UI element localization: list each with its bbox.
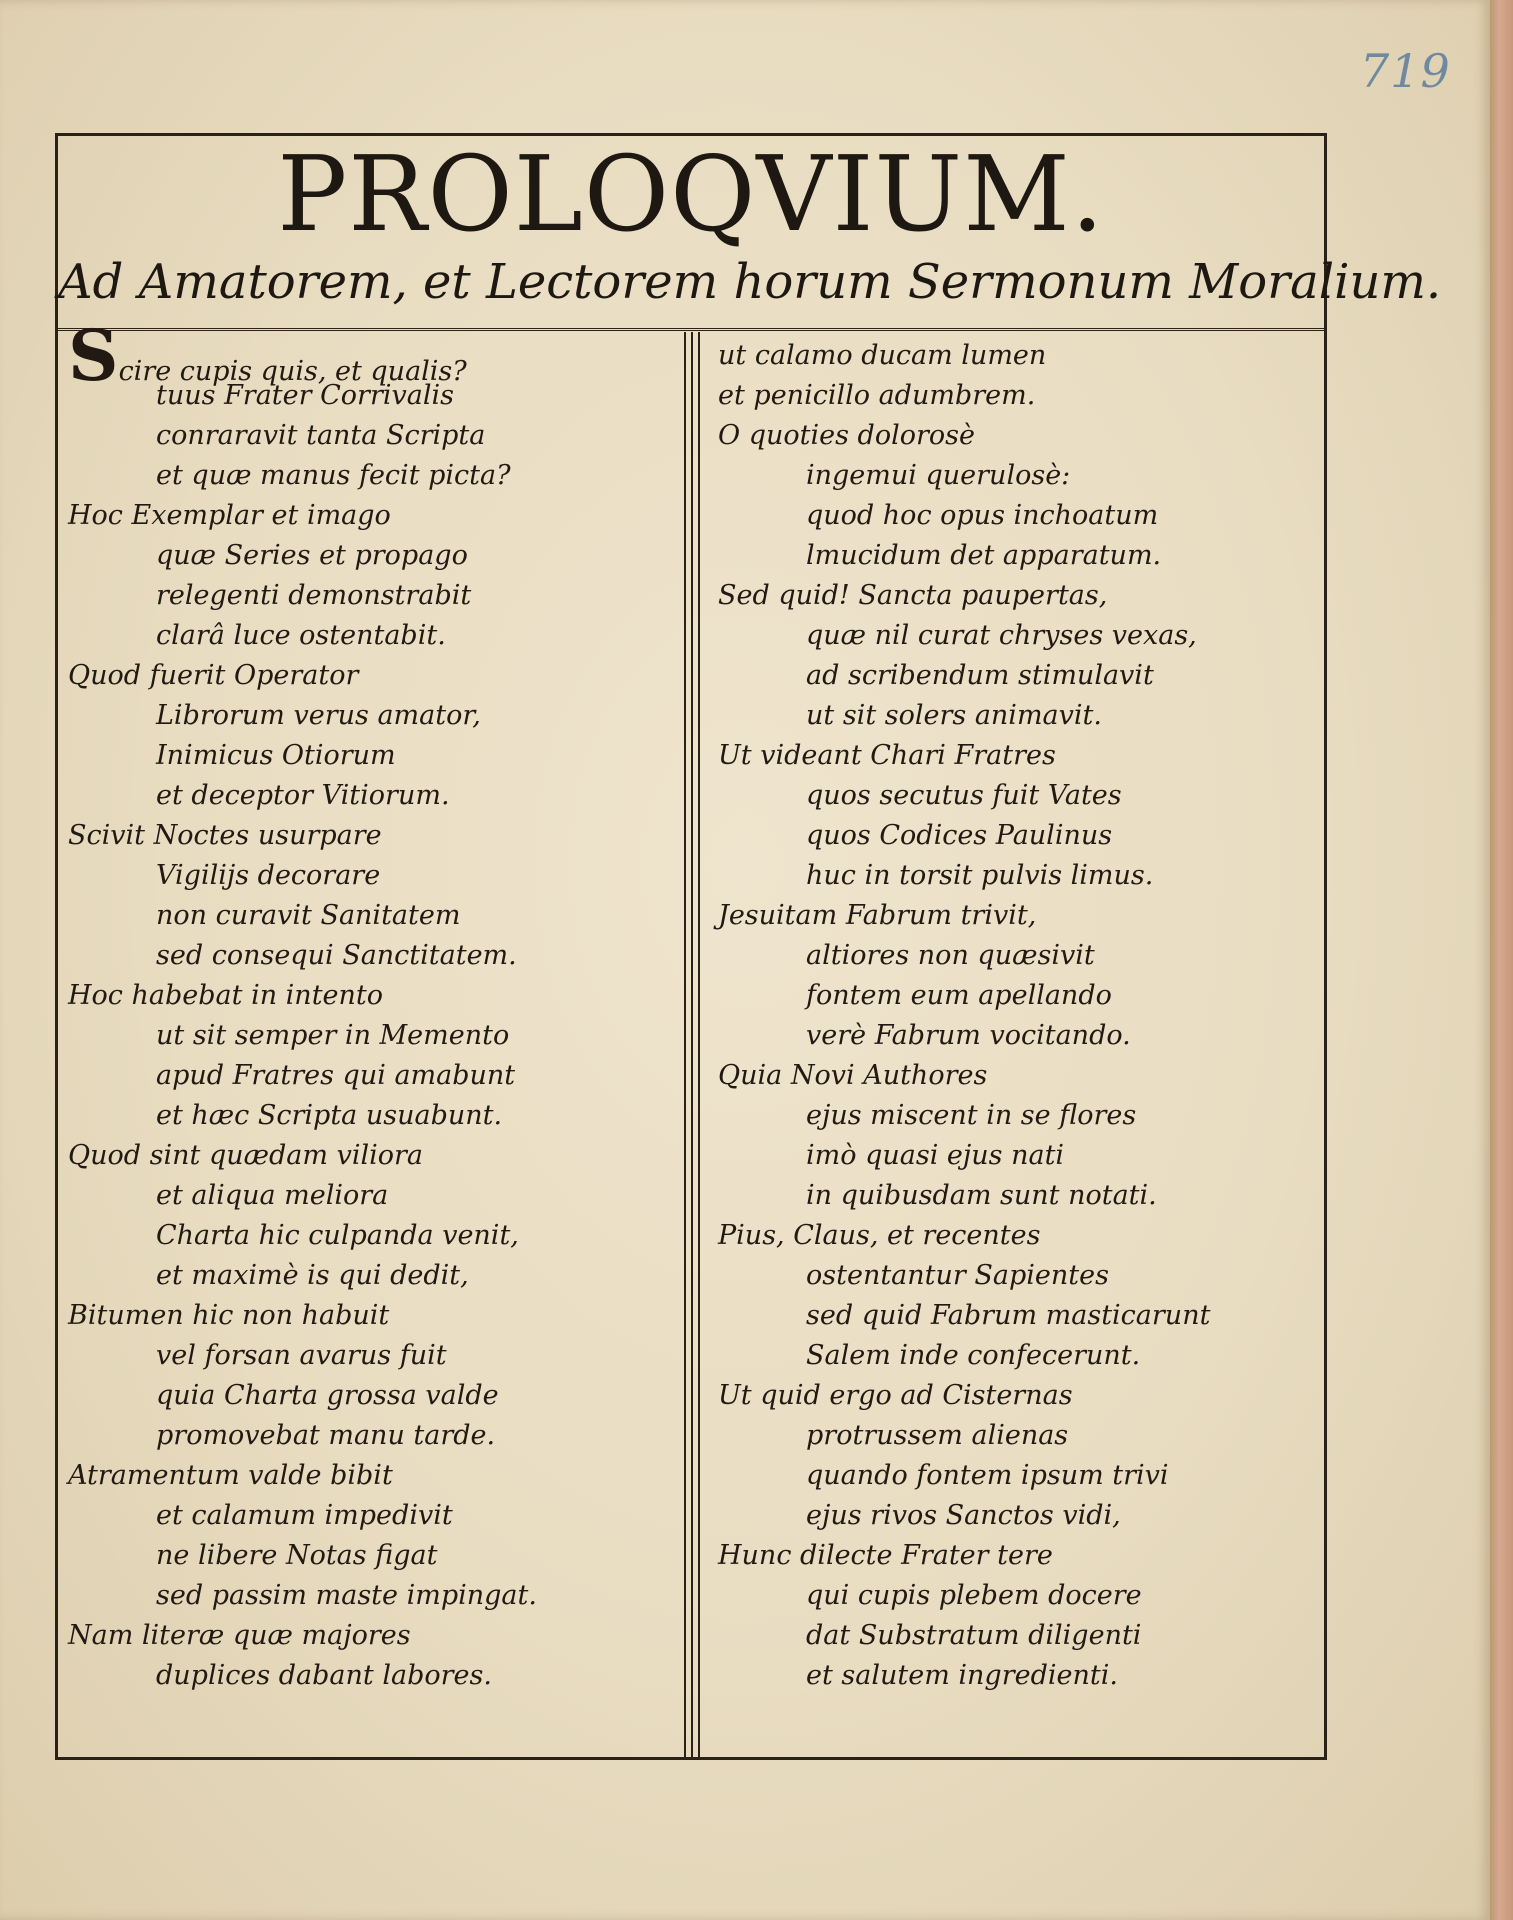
verse-line: quæ nil curat chryses vexas, [806, 620, 1197, 651]
verse-line: relegenti demonstrabit [156, 580, 472, 611]
verse-line: Ut videant Chari Fratres [718, 740, 1056, 771]
verse-line: et aliqua meliora [156, 1180, 389, 1211]
folio-number: 719 [1360, 44, 1451, 98]
verse-line: Inimicus Otiorum [156, 740, 396, 771]
verse-line: verè Fabrum vocitando. [806, 1020, 1131, 1051]
verse-line: ad scribendum stimulavit [806, 660, 1154, 691]
verse-line: apud Fratres qui amabunt [156, 1060, 516, 1091]
verse-line: ut sit semper in Memento [156, 1020, 510, 1051]
right-column [718, 336, 1318, 1696]
verse-line: Vigilijs decorare [156, 860, 381, 891]
verse-line: Scivit Noctes usurpare [68, 820, 382, 851]
verse-line: ut sit solers animavit. [806, 700, 1102, 731]
verse-line: et deceptor Vitiorum. [156, 780, 450, 811]
verse-line: Atramentum valde bibit [68, 1460, 393, 1491]
verse-line: tuus Frater Corrivalis [156, 380, 454, 411]
verse-line: quæ Series et propago [156, 540, 468, 571]
verse-line: sed passim maste impingat. [156, 1580, 537, 1611]
verse-line: et penicillo adumbrem. [718, 380, 1036, 411]
verse-line: Hunc dilecte Frater tere [718, 1540, 1053, 1571]
verse-line: Bitumen hic non habuit [68, 1300, 390, 1331]
verse-line: promovebat manu tarde. [156, 1420, 496, 1451]
verse-line: Salem inde confecerunt. [806, 1340, 1141, 1371]
verse-line: Hoc Exemplar et imago [68, 500, 391, 531]
verse-line: dat Substratum diligenti [806, 1620, 1142, 1651]
page-title: PROLOQVIUM. [277, 133, 1105, 255]
text-frame [55, 133, 1442, 1760]
verse-line: et quæ manus fecit picta? [156, 460, 511, 491]
verse-line: lmucidum det apparatum. [806, 540, 1162, 571]
verse-line: quod hoc opus inchoatum [806, 500, 1159, 531]
verse-line: ostentantur Sapientes [806, 1260, 1109, 1291]
verse-line: Librorum verus amator, [156, 700, 481, 731]
verse-line: imò quasi ejus nati [806, 1140, 1065, 1171]
title-block [58, 133, 1442, 331]
verse-line: et calamum impedivit [156, 1500, 453, 1531]
verse-line: fontem eum apellando [806, 980, 1112, 1011]
verse-line: altiores non quæsivit [806, 940, 1095, 971]
verse-line: quia Charta grossa valde [156, 1380, 499, 1411]
page-edge [1490, 0, 1513, 1920]
verse-line: non curavit Sanitatem [156, 900, 461, 931]
verse-line: ut calamo ducam lumen [718, 340, 1047, 371]
verse-line: Quod fuerit Operator [68, 660, 359, 691]
verse-line: quos secutus fuit Vates [806, 780, 1122, 811]
verse-line: protrussem alienas [806, 1420, 1069, 1451]
verse-line: ingemui querulosè: [806, 460, 1071, 491]
verse-line: O quoties dolorosè [718, 420, 975, 451]
verse-line: Pius, Claus, et recentes [718, 1220, 1041, 1251]
verse-line: quos Codices Paulinus [806, 820, 1113, 851]
verse-line: Hoc habebat in intento [68, 980, 384, 1011]
verse-line: huc in torsit pulvis limus. [806, 860, 1154, 891]
verse-line: Jesuitam Fabrum trivit, [718, 900, 1037, 931]
verse-line: clarâ luce ostentabit. [156, 620, 446, 651]
verse-line: ejus miscent in se flores [806, 1100, 1137, 1131]
verse-line: ne libere Notas figat [156, 1540, 438, 1571]
verse-line: et salutem ingredienti. [806, 1660, 1118, 1691]
verse-line: conraravit tanta Scripta [156, 420, 486, 451]
verse-line: sed consequi Sanctitatem. [156, 940, 517, 971]
verse-line: sed quid Fabrum masticarunt [806, 1300, 1211, 1331]
left-column [68, 314, 680, 1696]
verse-line: Charta hic culpanda venit, [156, 1220, 519, 1251]
verse-line: vel forsan avarus fuit [156, 1340, 447, 1371]
verse-line: et hæc Scripta usuabunt. [156, 1100, 503, 1131]
verse-line: qui cupis plebem docere [806, 1580, 1142, 1611]
verse-line: Quod sint quædam viliora [68, 1140, 423, 1171]
verse-line: et maximè is qui dedit, [156, 1260, 469, 1291]
column-divider [684, 332, 700, 1757]
verse-line: in quibusdam sunt notati. [806, 1180, 1157, 1211]
verse-line: Nam literæ quæ majores [68, 1620, 411, 1651]
verse-line: quando fontem ipsum trivi [806, 1460, 1169, 1491]
verse-line: Ut quid ergo ad Cisternas [718, 1380, 1073, 1411]
verse-line: Quia Novi Authores [718, 1060, 988, 1091]
verse-line: ejus rivos Sanctos vidi, [806, 1500, 1121, 1531]
verse-line: duplices dabant labores. [156, 1660, 492, 1691]
verse-line: Sed quid! Sancta paupertas, [718, 580, 1108, 611]
page-subtitle: Ad Amatorem, et Lectorem horum Sermonum Moralium. [58, 254, 1442, 310]
verse-line: Scire cupis quis, et qualis? [68, 314, 467, 397]
